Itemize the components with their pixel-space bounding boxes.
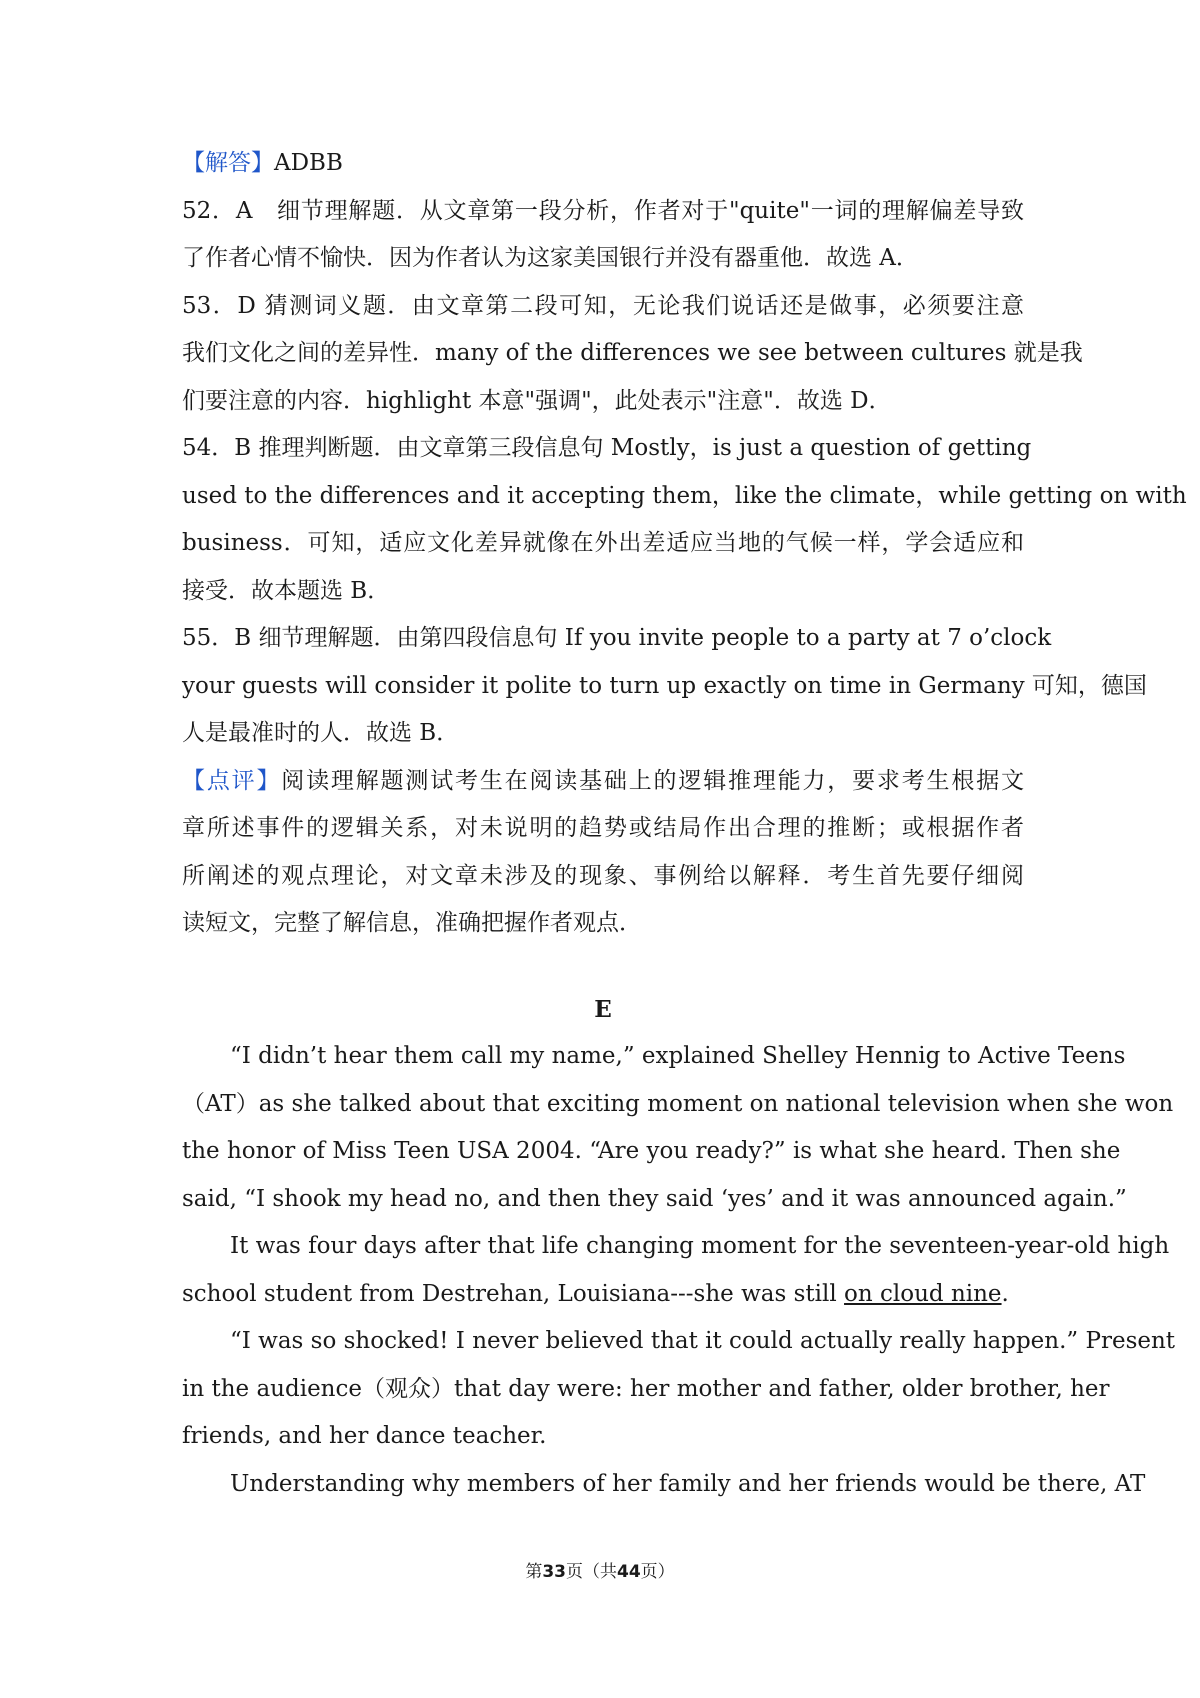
answer-line: 了作者心情不愉快．因为作者认为这家美国银行并没有器重他．故选 A． <box>182 245 919 271</box>
answer-line: used to the differences and it accepting them，like the climate，while getting on with <box>182 482 1187 509</box>
passage-heading: E <box>594 995 612 1023</box>
page-total: 44 <box>617 1562 641 1582</box>
answer-line: 接受．故本题选 B． <box>182 577 391 604</box>
passage-line: the honor of Miss Teen USA 2004. “Are you ready?” is what she heard. Then she <box>182 1138 1121 1164</box>
page-footer <box>0 1557 1200 1582</box>
answer-heading-line <box>182 140 1024 188</box>
answer-line: 55．B 细节理解题．由第四段信息句 If you invite people to a party at 7 o’clock <box>182 625 1052 651</box>
answer-line: business．可知，适应文化差异就像在外出差适应当地的气候一样，学会适应和 <box>182 530 1024 556</box>
answer-line: your guests will consider it polite to turn up exactly on time in Germany 可知，德国 <box>182 672 1147 699</box>
comment-line: 所阐述的观点理论，对文章未涉及的现象、事例给以解释．考生首先要仔细阅 <box>182 862 1024 889</box>
comment-line: 读短文，完整了解信息，准确把握作者观点． <box>182 910 642 936</box>
passage-line <box>182 1271 1024 1319</box>
answer-line: 们要注意的内容．highlight 本意"强调"，此处表示"注意"．故选 D． <box>182 387 892 414</box>
comment-first-line: 阅读理解题测试考生在阅读基础上的逻辑推理能力，要求考生根据文 <box>281 767 1025 794</box>
answer-tag: 【解答】 <box>182 150 274 176</box>
passage-text: school student from Destrehan, Louisiana---she was still <box>182 1280 845 1307</box>
footer-text: 页） <box>640 1562 675 1582</box>
answer-line: 人是最准时的人．故选 B． <box>182 720 460 746</box>
answer-line: 52．A 细节理解题．从文章第一段分析，作者对于"quite"一词的理解偏差导致 <box>182 197 1024 224</box>
passage-line: “I didn’t hear them call my name,” explained Shelley Hennig to Active Teens <box>230 1043 1126 1069</box>
passage-line: said, “I shook my head no, and then they said ‘yes’ and it was announced again.” <box>182 1185 1127 1212</box>
comment-heading-line <box>182 758 1024 806</box>
comment-line: 章所述事件的逻辑关系，对未说明的趋势或结局作出合理的推断；或根据作者 <box>182 815 1024 841</box>
footer-text: 第 <box>525 1562 543 1582</box>
passage-line: （AT）as she talked about that exciting moment on national television when she won <box>182 1090 1174 1117</box>
answer-key: ADBB <box>274 150 343 176</box>
answer-line: 我们文化之间的差异性．many of the differences we see between cultures 就是我 <box>182 340 1083 366</box>
footer-text: 页（共 <box>566 1562 617 1582</box>
answer-line: 53．D 猜测词义题．由文章第二段可知，无论我们说话还是做事，必须要注意 <box>182 292 1024 319</box>
page-number: 33 <box>542 1562 566 1582</box>
underlined-phrase: on cloud nine <box>844 1280 1002 1307</box>
passage-line: Understanding why members of her family and her friends would be there, AT <box>230 1470 1146 1497</box>
document-body <box>182 140 1187 1508</box>
passage-line: in the audience（观众）that day were: her mother and father, older brother, her <box>182 1375 1110 1402</box>
answer-line: 54．B 推理判断题．由文章第三段信息句 Mostly，is just a question of getting <box>182 435 1032 461</box>
passage-text: . <box>1001 1280 1009 1307</box>
passage-line: “I was so shocked! I never believed that it could actually really happen.” Present <box>230 1328 1176 1354</box>
passage-line: friends, and her dance teacher. <box>182 1423 547 1449</box>
passage-line: It was four days after that life changing moment for the seventeen-year-old high <box>230 1233 1170 1259</box>
comment-tag: 【点评】 <box>182 767 282 794</box>
